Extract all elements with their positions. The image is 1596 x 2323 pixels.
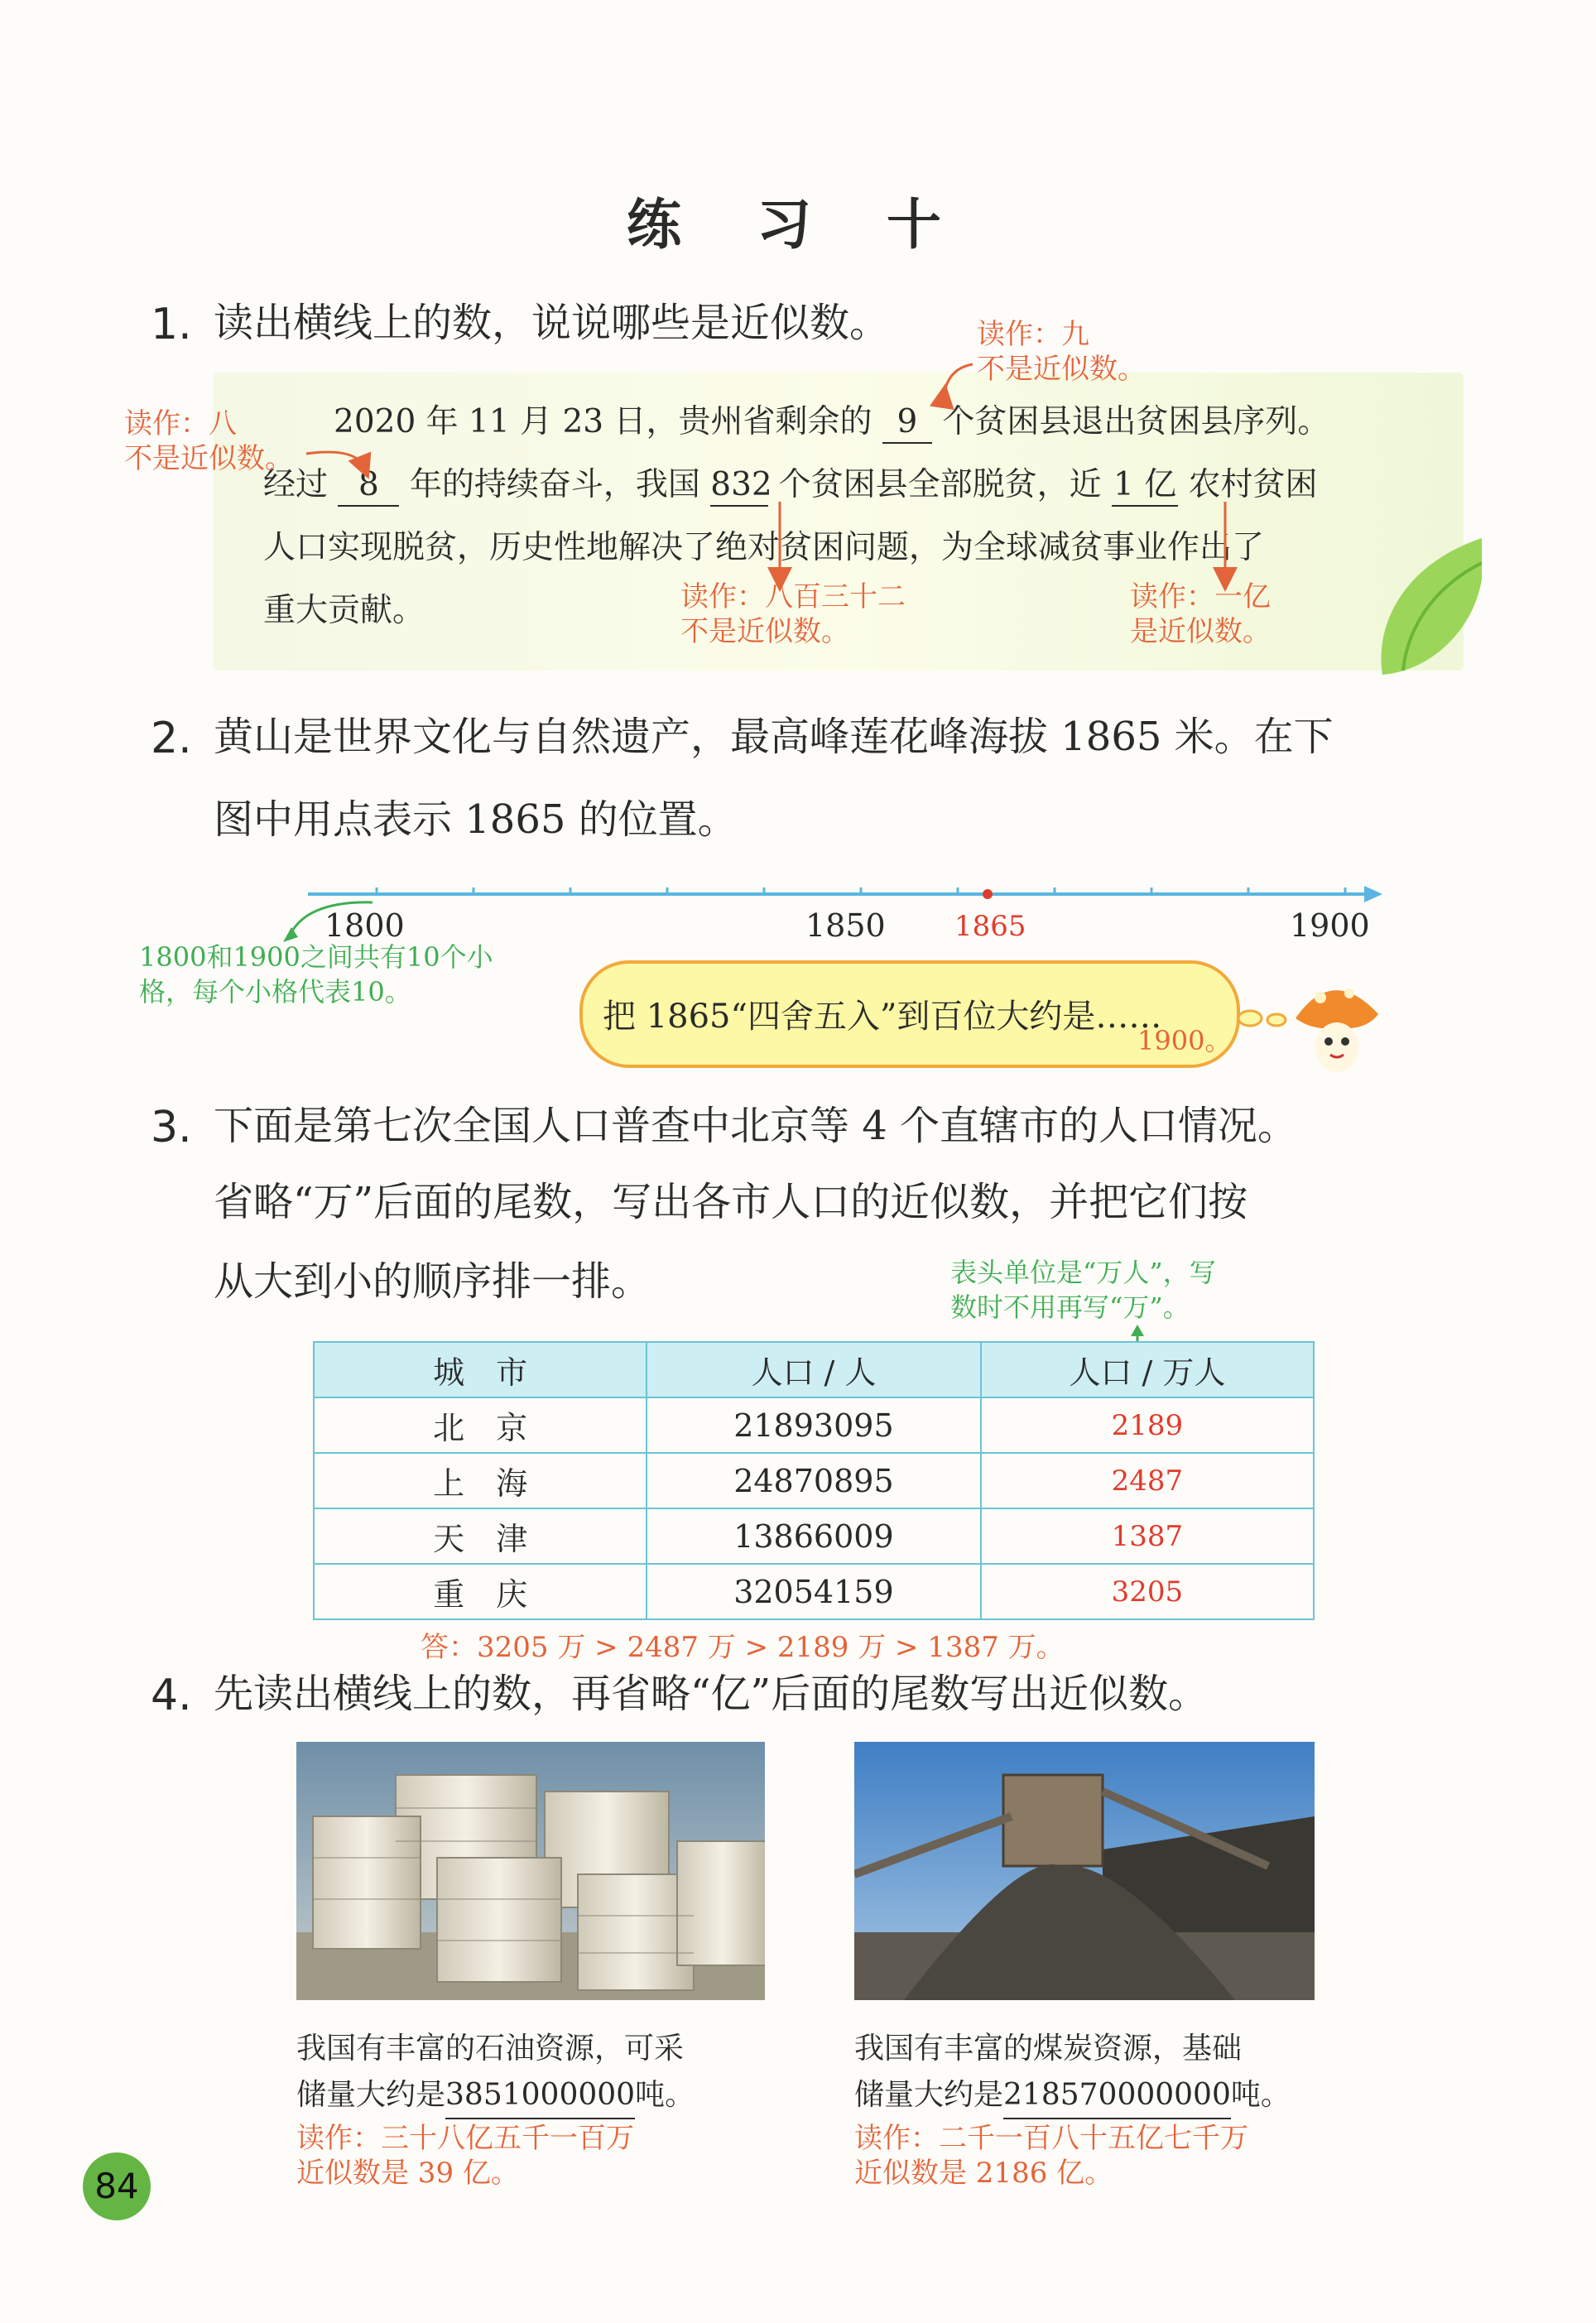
q1-number-8: 8 bbox=[338, 465, 399, 507]
q1-annotation-arrows bbox=[0, 0, 1596, 745]
cell-approx: 1387 bbox=[981, 1508, 1314, 1564]
cell-approx: 2189 bbox=[981, 1397, 1314, 1453]
cell-approx: 2487 bbox=[981, 1453, 1314, 1508]
oil-caption-line-1: 我国有丰富的石油资源，可采 bbox=[296, 2032, 685, 2066]
tick-1865: 1865 bbox=[954, 910, 1026, 943]
coal-read-as: 读作：二千一百八十五亿七千万 bbox=[854, 2122, 1248, 2155]
table-row bbox=[314, 1397, 1314, 1453]
ann-832-approx: 不是近似数。 bbox=[680, 615, 849, 648]
q2-note-arrow bbox=[273, 894, 389, 944]
table-header-row bbox=[314, 1342, 1314, 1397]
tick-1900: 1900 bbox=[1290, 907, 1370, 944]
q3-note-line-1: 表头单位是“万人”，写 bbox=[950, 1257, 1216, 1288]
tick-1800: 1800 bbox=[324, 907, 405, 944]
table-row bbox=[314, 1508, 1314, 1564]
q4-number: 4. bbox=[151, 1671, 192, 1720]
q1-line-4: 重大贡献。 bbox=[263, 592, 425, 629]
ann-9-read: 读作：九 bbox=[977, 318, 1089, 351]
cell-city: 重 庆 bbox=[314, 1564, 647, 1619]
population-table bbox=[313, 1341, 1315, 1620]
q1-number-1yi: 1 亿 bbox=[1112, 465, 1178, 507]
q1-number: 1. bbox=[151, 300, 192, 349]
q1-line-3: 人口实现脱贫，历史性地解决了绝对贫困问题，为全球减贫事业作出了 bbox=[263, 529, 1265, 566]
cell-city: 天 津 bbox=[314, 1508, 647, 1564]
cell-approx: 3205 bbox=[981, 1564, 1314, 1619]
mushroom-mascot-icon bbox=[1233, 969, 1399, 1085]
q3-note-line-2: 数时不用再写“万”。 bbox=[950, 1291, 1190, 1323]
oil-reserve-number: 3851000000 bbox=[445, 2073, 635, 2119]
point-1865 bbox=[983, 889, 993, 899]
q3-line-2: 省略“万”后面的尾数，写出各市人口的近似数，并把它们按 bbox=[214, 1179, 1248, 1225]
q1-line1-pre: 2020 年 11 月 23 日，贵州省剩余的 bbox=[334, 403, 873, 440]
ann-1yi-read: 读作：一亿 bbox=[1130, 580, 1271, 613]
page-number: 84 bbox=[83, 2152, 151, 2220]
oil-read-as: 读作：三十八亿五千一百万 bbox=[296, 2122, 634, 2155]
q2-line-2: 图中用点表示 1865 的位置。 bbox=[214, 796, 738, 843]
q2-note-line-1: 1800和1900之间共有10个小 bbox=[139, 941, 493, 973]
header-population-wan: 人口 / 万人 bbox=[981, 1342, 1314, 1397]
q1-text: 读出横线上的数，说说哪些是近似数。 bbox=[214, 300, 890, 346]
tick-1850: 1850 bbox=[805, 907, 886, 944]
table-row bbox=[314, 1453, 1314, 1508]
q3-number: 3. bbox=[151, 1103, 192, 1152]
q3-line-3: 从大到小的顺序排一排。 bbox=[214, 1258, 651, 1305]
coal-pile-photo bbox=[854, 1742, 1315, 2000]
table-row bbox=[314, 1564, 1314, 1619]
oil-approx: 近似数是 39 亿。 bbox=[296, 2157, 519, 2190]
coal-approx: 近似数是 2186 亿。 bbox=[854, 2157, 1113, 2190]
cell-population: 24870895 bbox=[647, 1453, 981, 1508]
q3-answer: 答：3205 万 > 2487 万 > 2189 万 > 1387 万。 bbox=[421, 1631, 1065, 1664]
q1-number-9: 9 bbox=[882, 402, 932, 444]
oil-tanks-photo bbox=[296, 1742, 765, 2000]
ann-832-read: 读作：八百三十二 bbox=[680, 580, 906, 613]
q4-text: 先读出横线上的数，再省略“亿”后面的尾数写出近似数。 bbox=[214, 1671, 1209, 1717]
cell-population: 13866009 bbox=[647, 1508, 981, 1564]
oil-caption-line-2: 储量大约是3851000000吨。 bbox=[296, 2073, 695, 2119]
q1-line1-post: 个贫困县退出贫困县序列。 bbox=[942, 403, 1330, 440]
ann-9-approx: 不是近似数。 bbox=[977, 353, 1146, 386]
coal-caption-line-2: 储量大约是218570000000吨。 bbox=[854, 2073, 1291, 2119]
cell-population: 21893095 bbox=[647, 1397, 981, 1453]
q2-note-line-2: 格，每个小格代表10。 bbox=[139, 976, 411, 1008]
page-title: 练 习 十 bbox=[627, 193, 969, 257]
cloud-text: 把 1865“四舍五入”到百位大约是…… bbox=[603, 998, 1162, 1036]
cell-population: 32054159 bbox=[647, 1564, 981, 1619]
q1-number-832: 832 bbox=[710, 465, 768, 507]
q1-line-2: 经过 8 年的持续奋斗，我国 832 个贫困县全部脱贫，近 1 亿 农村贫困 bbox=[263, 465, 1318, 507]
q2-line-1: 黄山是世界文化与自然遗产，最高峰莲花峰海拔 1865 米。在下 bbox=[214, 714, 1334, 760]
q3-line-1: 下面是第七次全国人口普查中北京等 4 个直辖市的人口情况。 bbox=[214, 1103, 1298, 1149]
q2-number: 2. bbox=[151, 714, 192, 763]
cloud-answer: 1900。 bbox=[1137, 1025, 1232, 1056]
header-city: 城 市 bbox=[314, 1342, 647, 1397]
cell-city: 上 海 bbox=[314, 1453, 647, 1508]
coal-reserve-number: 218570000000 bbox=[1003, 2073, 1231, 2119]
coal-caption-line-1: 我国有丰富的煤炭资源，基础 bbox=[854, 2032, 1243, 2066]
ann-8-read: 读作：八 bbox=[124, 407, 237, 440]
header-population: 人口 / 人 bbox=[647, 1342, 981, 1397]
ann-8-approx: 不是近似数。 bbox=[124, 442, 293, 475]
cell-city: 北 京 bbox=[314, 1397, 647, 1453]
ann-1yi-approx: 是近似数。 bbox=[1130, 615, 1271, 648]
